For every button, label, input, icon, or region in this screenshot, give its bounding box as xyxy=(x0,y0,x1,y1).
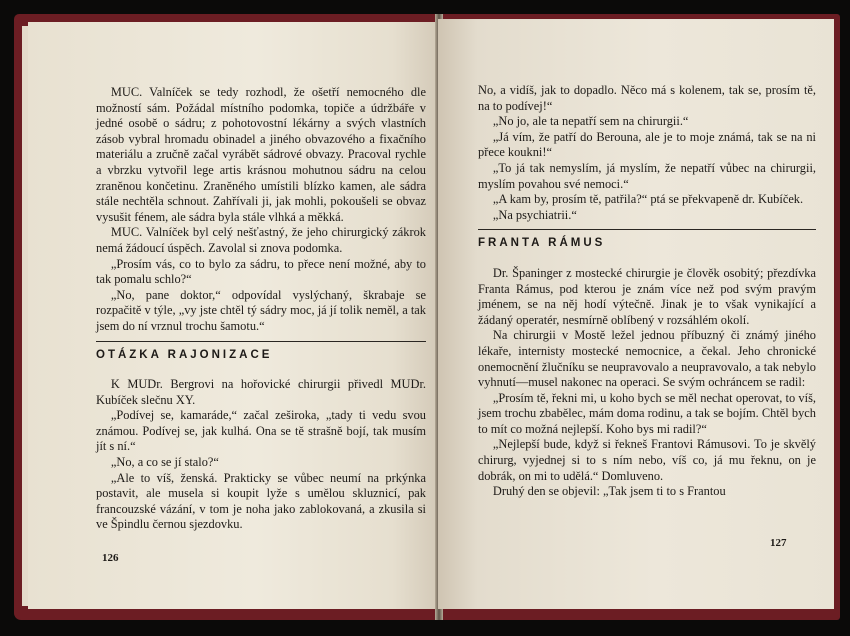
section-divider xyxy=(478,229,816,230)
right-page-text xyxy=(478,83,816,500)
paragraph: „Nejlepší bude, když si řekneš Frantovi Rámusovi. To je skvělý chirurg, vyjednej si to s ním nebo, víš co, já mu řeknu, on je dobrák, on mi to udělá.“ Domluveno. xyxy=(478,437,816,483)
left-page xyxy=(28,22,442,609)
paragraph: „Prosím tě, řekni mi, u koho bych se měl nechat operovat, to víš, jsem trochu zbabělec, mám doma rodinu, a tak se bojím. Chtěl bych to mít co možná nejlepší. Koho bys mi radil?“ xyxy=(478,390,816,436)
paragraph: „To já tak nemyslím, já myslím, že nepatří vůbec na chirurgii, myslím povahou své nemoci.“ xyxy=(478,160,816,191)
paragraph: „Podívej se, kamaráde,“ začal zeširoka, „tady ti vedu svou známou. Podívej se, jak kulhá. Ona se tě strašně bojí, tak musím jít s ní.“ xyxy=(96,408,426,454)
paragraph: MUC. Valníček byl celý nešťastný, že jeho chirurgický zákrok nemá žádoucí úspěch. Zavolal si znova podomka. xyxy=(96,225,426,255)
paragraph: Na chirurgii v Mostě ležel jednou příbuzný či známý jiného lékaře, internisty mostecké nemocnice, a čekal. Jeho chronické onemocnění žlučníku se neupravovalo a neupravovalo, a tak nebylo vyhnutí—musel nakonec na operaci. Se svým ochráncem se radil: xyxy=(478,328,816,390)
right-page xyxy=(438,19,834,609)
paragraph: No, a vidíš, jak to dopadlo. Něco má s kolenem, tak se, prosím tě, na to podívej!“ xyxy=(478,83,816,113)
paragraph: „No jo, ale ta nepatří sem na chirurgii.“ xyxy=(492,114,689,129)
section-divider xyxy=(96,341,426,342)
section-heading: OTÁZKA RAJONIZACE xyxy=(96,348,273,361)
paragraph: „No, a co se jí stalo?“ xyxy=(110,455,219,470)
paragraph: Dr. Španinger z mostecké chirurgie je člověk osobitý; přezdívka Franta Rámus, pod kterou je znám více než pod svým pravým jménem, se na něj hodí výtečně. Jinak je to však vynikající a žádaný operatér, nesmírně oblíbený v rozsáhlém okolí. xyxy=(478,265,816,327)
paragraph: „Na psychiatrii.“ xyxy=(492,207,577,222)
paragraph: K MUDr. Bergrovi na hořovické chirurgii přivedl MUDr. Kubíček slečnu XY. xyxy=(96,377,426,407)
left-page-text xyxy=(96,85,426,533)
paragraph: „Ale to víš, ženská. Prakticky se vůbec neumí na prkýnka postavit, ale musela si koupit lyže s umělou skluznicí, pak francouzské vázání, v tom je noha jako zablokovaná, a zkusila si ve Špindlu černou sjezdovku. xyxy=(96,470,426,532)
paragraph: „Prosím vás, co to bylo za sádru, to přece není možné, aby to tak pomalu schlo?“ xyxy=(96,256,426,287)
section-heading: FRANTA RÁMUS xyxy=(478,237,606,250)
page-number: 126 xyxy=(102,552,119,564)
paragraph: MUC. Valníček se tedy rozhodl, že ošetří nemocného dle možností sám. Požádal místního podomka, topiče a údržbáře v jedné osobě o sádru; z pohotovostní lékárny a svých vlastních zásob vybral hromadu obinadel a jiného obvazového a fixačního materiálu a zručně začal vyrábět sádrové obvazy. Pracoval rychle a vbrzku vytvořil lege artis krásnou mohutnou sádru na celou zraněnou končetinu. Zraněného umístili blízko kamen, ale sádra stále nechtěla schnout. Zahřívali ji, jak mohli, pokoušeli se obvaz vysušit fénem, ale sádra byla stále vlhká a měkká. xyxy=(96,85,426,224)
paragraph: „Já vím, že patří do Berouna, ale je to moje známá, tak se na ni přece koukni!“ xyxy=(478,129,816,160)
paragraph: „A kam by, prosím tě, patřila?“ ptá se překvapeně dr. Kubíček. xyxy=(492,192,804,207)
book-cover xyxy=(14,14,840,620)
paragraph: Druhý den se objevil: „Tak jsem ti to s Frantou xyxy=(492,484,726,499)
paragraph: „No, pane doktor,“ odpovídal vyslýchaný, škrabaje se rozpačitě v týle, „vy jste chtěl tý sádry moc, já jí tolik neměl, a tak jsem do ní vrznul trochu šamotu.“ xyxy=(96,287,426,333)
page-number: 127 xyxy=(770,537,787,549)
